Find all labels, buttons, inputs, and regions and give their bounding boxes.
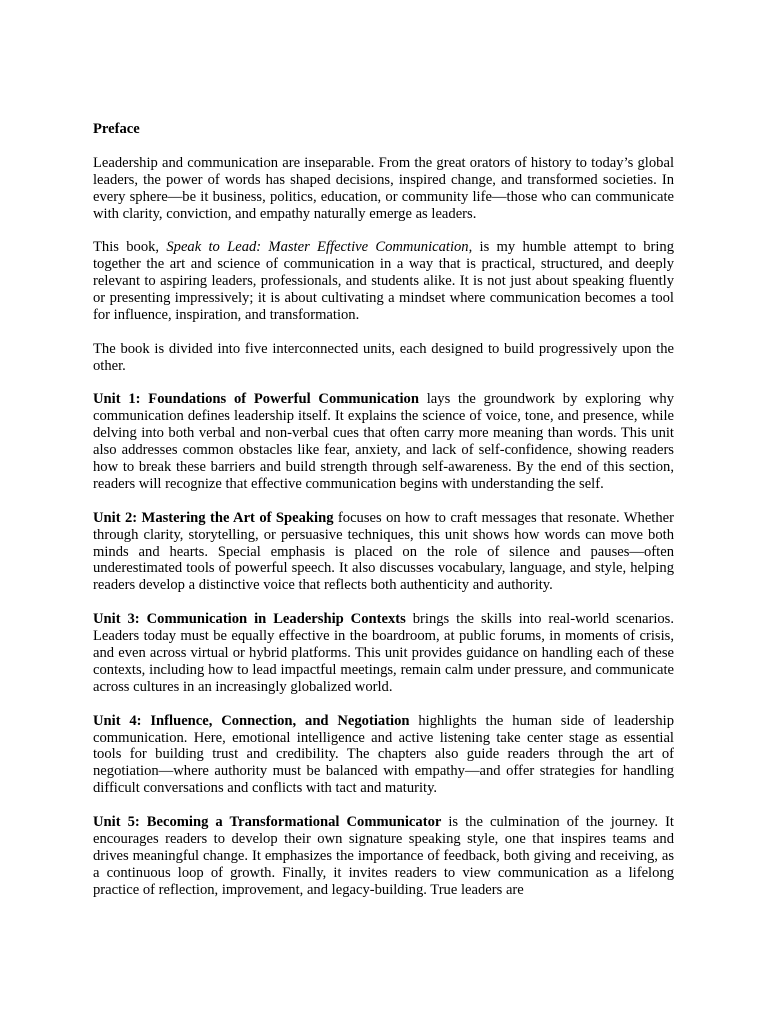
unit-title: Unit 5: Becoming a Transformational Communicator	[93, 814, 442, 831]
unit-description: focuses on how to craft messages that resonate. Whether through clarity, storytelling, or persuasive techniques, this unit shows how words can move both minds and hearts. Special emphasis is placed on the role of silence and pauses—often underestimated tools of powerful speech. It also discusses vocabulary, language, and style, helping readers develop a distinctive voice that reflects both authenticity and authority.	[93, 509, 674, 594]
paragraph-intro: Leadership and communication are inseparable. From the great orators of history to today’s global leaders, the power of words has shaped decisions, inspired change, and transformed societies. In every sphere—be it business, politics, education, or community life—those who can communicate with clarity, conviction, and empathy naturally emerge as leaders.	[93, 154, 674, 222]
unit-description: is the culmination of the journey. It encourages readers to develop their own signature speaking style, one that inspires teams and drives meaningful change. It emphasizes the importance of feedback, both giving and receiving, as a continuous loop of growth. Finally, it invites readers to view communication as a lifelong practice of reflection, improvement, and legacy-building. True leaders are	[93, 814, 674, 898]
paragraph-unit-1	[93, 391, 674, 492]
paragraph-book-purpose	[93, 239, 674, 324]
unit-title: Unit 1: Foundations of Powerful Communication	[93, 391, 419, 408]
unit-title: Unit 4: Influence, Connection, and Negotiation	[93, 712, 410, 729]
unit-description: lays the groundwork by exploring why communication defines leadership itself. It explains the science of voice, tone, and presence, while delving into both verbal and non-verbal cues that often carry more meaning than words. This unit also addresses common obstacles like fear, anxiety, and lack of self-confidence, showing readers how to break these barriers and build strength through self-awareness. By the end of this section, readers will recognize that effective communication begins with understanding the self.	[93, 391, 674, 492]
paragraph-text: This book,	[93, 239, 167, 256]
unit-description: brings the skills into real-world scenarios. Leaders today must be equally effective in the boardroom, at public forums, in moments of crisis, and even across virtual or hybrid platforms. This unit provides guidance on handling each of these contexts, including how to lead impactful meetings, remain calm under pressure, and communicate across cultures in an increasingly globalized world.	[93, 611, 675, 695]
unit-title: Unit 3: Communication in Leadership Contexts	[93, 611, 406, 628]
paragraph-structure: The book is divided into five interconnected units, each designed to build progressively upon the other.	[93, 340, 674, 374]
page-title: Preface	[93, 121, 140, 137]
document-page	[93, 121, 674, 899]
paragraph-unit-4	[93, 713, 674, 798]
book-title: Speak to Lead: Master Effective Communication	[166, 239, 469, 256]
unit-title: Unit 2: Mastering the Art of Speaking	[93, 509, 334, 526]
paragraph-text: , is my humble attempt to bring together the art and science of communication in a way that is practical, structured, and deeply relevant to aspiring leaders, professionals, and students alike. It is not just about speaking fluently or presenting impressively; it is about cultivating a mindset where communication becomes a tool for influence, inspiration, and transformation.	[93, 239, 675, 323]
paragraph-unit-2	[93, 510, 674, 595]
unit-description: highlights the human side of leadership communication. Here, emotional intelligence and active listening take center stage as essential tools for building trust and credibility. The chapters also guide readers through the art of negotiation—where authority must be balanced with empathy—and offer strategies for handling difficult conversations and conflicts with tact and maturity.	[93, 712, 675, 797]
paragraph-unit-5	[93, 814, 674, 899]
paragraph-unit-3	[93, 611, 674, 696]
